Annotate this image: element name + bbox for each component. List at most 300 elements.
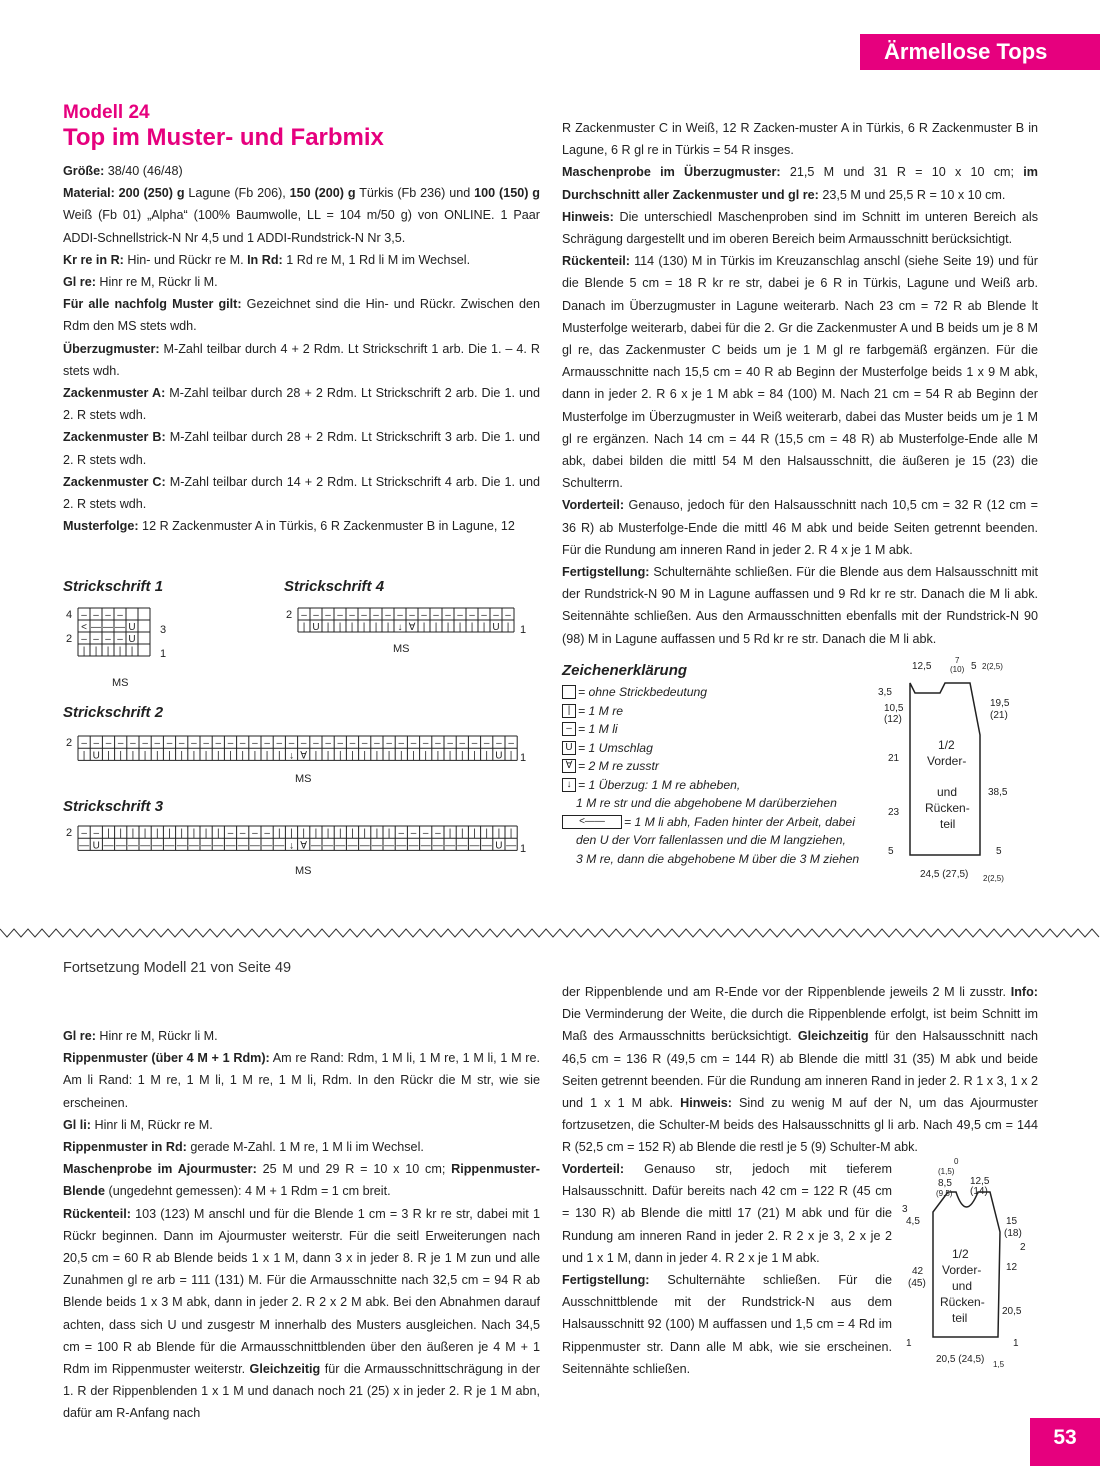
legend-item-yarnover: U = 1 Umschlag [562,739,859,758]
s2-label4: Rücken- [940,1295,985,1309]
s2-r6: 1 [1013,1338,1019,1349]
svg-text:|: | [473,750,476,762]
s1-l1: 3,5 [878,687,892,698]
svg-text:|: | [436,750,440,762]
svg-text:|: | [94,646,98,657]
svg-text:↓: ↓ [289,750,294,762]
svg-text:—: — [176,840,187,852]
s2-t3: (9,5) [936,1189,953,1198]
svg-text:—: — [213,840,224,852]
legend-item-k2tog: ∀ = 2 M re zusstr [562,757,859,776]
svg-text:–: – [300,738,307,750]
svg-text:–: – [433,610,439,621]
s1-top5: 2(2,5) [982,662,1003,671]
s2-t1: (1,5) [938,1167,955,1176]
svg-text:–: – [445,610,451,621]
svg-text:|: | [314,828,318,840]
svg-text:–: – [386,738,392,750]
s1-bottom: 24,5 (27,5) [920,869,969,880]
svg-text:|: | [131,750,135,762]
instruction-paragraph: Zackenmuster A: M-Zahl teilbar durch 28 + 2 Rdm. Lt Strickschrift 2 arb. Die 1. und 2. R stets wdh. [63,386,540,423]
svg-text:U: U [92,840,100,852]
svg-text:—: — [152,840,163,852]
svg-text:—: — [127,840,138,852]
s2-r4: 12 [1006,1262,1018,1273]
zigzag-divider [0,925,1100,941]
svg-text:MS: MS [393,643,410,655]
svg-text:|: | [460,750,464,762]
svg-text:–: – [142,738,148,750]
svg-text:—: — [335,840,346,852]
garment-schematic-1 [870,655,1030,890]
svg-text:∀: ∀ [300,840,308,852]
svg-text:–: – [325,738,331,750]
legend-item-skp-cont: 1 M re str und die abgehobene M darüberziehen [576,796,837,810]
skp-icon: ↓ [562,778,576,792]
svg-text:|: | [204,750,208,762]
s2-label5: teil [952,1311,968,1325]
svg-text:|: | [118,646,122,657]
svg-text:–: – [203,738,209,750]
svg-text:|: | [265,750,269,762]
s1-top3: (10) [950,665,965,674]
s2-t5: (14) [970,1186,988,1197]
svg-text:–: – [301,610,307,621]
svg-text:–: – [117,634,123,645]
svg-text:|: | [180,828,184,840]
svg-text:|: | [106,646,110,657]
s2-l4: (45) [908,1278,926,1289]
svg-text:U: U [128,622,136,633]
svg-text:–: – [505,610,511,621]
svg-text:–: – [105,634,111,645]
svg-text:|: | [290,828,293,840]
s1-r2: (21) [990,710,1008,721]
svg-text:—: — [249,840,260,852]
instruction-paragraph: Rückenteil: 103 (123) M anschl und für die Blende 1 cm = 3 R kr re str, dabei mit 1 Rückr beginnen. Dann im Ajourmuster weiterstr. Für die seitl Erweiterungen nach 20,5 cm = 60 R ab Blende beids 1 x 1 M, dann 3 x in jeder 8. R je 1 M zun und alle Zunahmen gl re arb = 111 (131) M. Für die Armausschnitte nach 32,5 cm = 94 R ab Blende beids 1 x 3 M abk, dann in jeder 2. R 2 x 2 M abk. Bei den Abnahmen darauf achten, dass sich U und zusgestr M innerhalb des Musters ausgleichen. Nach 34,5 cm = 100 R ab Blende für die Armausschnittblenden über den äußeren je 4 M + 1 Rdm im Rippenmuster weiterstr. Gleichzeitig für die Armausschnittschrägung in der 1. R der Rippenblenden 1 x 1 M und danach noch 21 (25) x in jeder 2. R je 1 M abn, dafür am R-Anfang nach [63,1206,540,1421]
svg-text:–: – [483,738,490,750]
svg-text:–: – [337,610,343,621]
svg-text:–: – [457,610,463,621]
instruction-paragraph: Rippenmuster (über 4 M + 1 Rdm): Am re Rand: Rdm, 1 M li, 1 M re, 1 M li, 1 M re. Am li Rand: 1 M re, 1 M li, 1 M re, 1 M li, Rdm. In den Rückr die M str, wie sie erscheinen. [63,1051,540,1110]
svg-text:|: | [387,750,391,762]
svg-text:–: – [410,738,417,750]
svg-text:|: | [155,750,159,762]
svg-text:—: — [469,840,480,852]
svg-text:|: | [350,622,354,633]
svg-text:–: – [252,828,258,840]
instruction-paragraph: Gl li: Hinr li M, Rückr re M. [63,1117,213,1132]
svg-text:MS: MS [295,773,312,785]
slip-arrow-icon: <—— [562,815,622,829]
svg-text:|: | [131,828,135,840]
legend-title: Zeichenerklärung [562,662,688,679]
chart-title-4: Strickschrift 4 [284,578,385,595]
s1-l4: 21 [888,753,900,764]
svg-text:3: 3 [160,624,167,636]
instruction-paragraph: Rückenteil: 114 (130) M in Türkis im Kreuzanschlag anschl (siehe Seite 19) und für die Blende 5 cm = 18 R kr re str, dabei je 6 R in Türkis, Lagune und Weiß arb. Danach im Überzugmuster in Lagune weiterarb. Nach 23 cm = 72 R ab Blende lt Musterfolge weiterarb, dabei für die 2. Gr die Zackenmuster A und B beids um je 8 M gl re, das Zackenmuster C beids um je 1 M gl re farbgemäß ergänzen. Für die Armausschnitte nach 15,5 cm = 40 R ab Beginn der Musterfolge beids 1 x 9 M abk, dann in jeder 2. R 6 x je 1 M abk = 84 (100) M. Nach 21 cm = 54 R ab Beginn der Musterfolge im Überzugmuster in Weiß weiterarb, dabei das Muster beids um je 1 M gl re ergänzen. Nach 14 cm = 44 R (15,5 cm = 48 R) ab Musterfolge-Ende alle M abk, dabei bilden die mittl 54 M den Halsausschnitt, die äußeren je 15 (23) die Schulterrn. [562,254,1038,491]
svg-text:—: — [115,840,126,852]
svg-text:–: – [493,610,499,621]
svg-text:–: – [422,738,429,750]
svg-text:|: | [387,828,391,840]
svg-text:U: U [128,634,136,645]
svg-text:–: – [288,738,295,750]
svg-text:|: | [473,828,476,840]
instruction-paragraph: der Rippenblende und am R-Ende vor der Rippenblende jeweils 2 M li zusstr. Info: Die Verminderung der Weite, die durch die Rippenblende erfolgt, ist beim Schnitt im Maß des Armausschnitts berücksichtigt. Gleichzeitig für den Halsausschnitt nach 46,5 cm = 136 R (49,5 cm = 144 R) ab Blende die mittl 31 (35) M abk und beide Seiten getrennt beenden. Für die Rundung am inneren Rand in jeder 2. R 1 x 3, 1 x 2 und 1 x 1 M abk. Hinweis: Sind zu wenig M auf der N, um das Ajourmuster fortzusetzen, die Schulter-M beids des Halsausschnitts gl li arb. Nach 49,5 cm = 144 R (52,5 cm = 152 R) ab Blende die restl je 5 (9) Schulter-M abk. [562,985,1039,1155]
svg-text:|: | [168,828,171,840]
instruction-paragraph: Zackenmuster B: M-Zahl teilbar durch 28 + 2 Rdm. Lt Strickschrift 3 arb. Die 1. und 2. R stets wdh. [63,430,540,467]
svg-text:|: | [375,828,379,840]
svg-text:–: – [374,738,380,750]
svg-text:U: U [312,622,320,633]
svg-text:|: | [302,828,306,840]
svg-text:|: | [143,750,147,762]
svg-text:|: | [130,646,134,657]
s2-r5: 20,5 [1002,1306,1022,1317]
svg-text:|: | [253,750,257,762]
svg-text:—: — [225,840,236,852]
knitting-charts [60,600,530,885]
svg-text:–: – [264,738,270,750]
svg-text:U: U [495,750,503,762]
svg-text:|: | [277,828,281,840]
svg-text:U: U [495,840,503,852]
s1-label1: 1/2 [938,738,955,752]
section-tag: Ärmellose Tops [860,34,1100,70]
svg-text:|: | [338,828,342,840]
svg-text:–: – [421,610,427,621]
svg-text:–: – [239,738,246,750]
svg-text:—: — [396,840,407,852]
svg-text:–: – [130,738,136,750]
svg-text:1: 1 [520,752,527,764]
chart-title-2: Strickschrift 2 [63,704,164,721]
instruction-paragraph: Maschenprobe im Ajourmuster: 25 M und 29 R = 10 x 10 cm; Rippenmuster-Blende (ungedehnt gemessen): 4 M + 1 Rdm = 1 cm breit. [63,1162,541,1199]
svg-text:|: | [374,622,378,633]
svg-text:|: | [155,828,159,840]
svg-text:|: | [180,750,184,762]
svg-text:–: – [361,738,368,750]
svg-text:—: — [408,840,419,852]
svg-text:–: – [105,738,112,750]
svg-text:–: – [81,634,87,645]
model-label: Modell 24 [63,102,150,123]
instruction-paragraph: Kr re in R: Hin- und Rückr re M. In Rd: 1 Rd re M, 1 Rd li M im Wechsel. [63,252,471,267]
svg-text:–: – [313,610,319,621]
svg-text:|: | [458,622,462,633]
s2-label3: und [952,1279,973,1293]
svg-text:|: | [497,828,501,840]
legend-item-knit: | = 1 M re [562,702,859,721]
svg-text:|: | [351,828,354,840]
s1-l3: (12) [884,714,902,725]
svg-text:–: – [459,738,466,750]
svg-text:–: – [435,738,441,750]
s1-bottom2: 2(2,5) [983,874,1004,883]
svg-text:–: – [349,610,355,621]
s2-l5: 1 [906,1338,912,1349]
svg-text:|: | [448,828,452,840]
svg-text:—: — [262,840,273,852]
svg-text:2: 2 [66,633,73,645]
s1-top2: 7 [955,656,960,665]
model-title: Top im Muster- und Farbmix [63,124,384,151]
legend-item-slip-cont1: den U der Vorr fallenlassen und die M langziehen, [576,833,846,847]
svg-text:–: – [227,828,234,840]
legend-item-skp: ↓ = 1 Überzug: 1 M re abheben, [562,776,859,795]
svg-text:–: – [410,828,417,840]
svg-text:–: – [398,828,405,840]
svg-text:—: — [481,840,492,852]
svg-text:–: – [117,610,123,621]
svg-text:–: – [397,610,403,621]
s1-r3: 38,5 [988,787,1008,798]
svg-text:↓: ↓ [289,840,294,852]
s1-label4: Rücken- [925,801,970,815]
svg-text:|: | [119,828,123,840]
svg-text:|: | [363,750,367,762]
svg-text:|: | [168,750,171,762]
svg-text:—: — [359,840,370,852]
svg-text:|: | [216,750,220,762]
svg-text:|: | [204,828,208,840]
svg-text:|: | [326,828,330,840]
svg-text:–: – [117,738,124,750]
svg-text:—: — [445,840,456,852]
svg-text:1: 1 [160,648,167,660]
s2-l2: 4,5 [906,1216,920,1227]
s2-bottom2: 1,5 [993,1360,1005,1369]
instruction-paragraph: Material: 200 (250) g Lagune (Fb 206), 150 (200) g Türkis (Fb 236) und 100 (150) g Weiß (Fb 01) „Alpha“ (100% Baumwolle, LL = 104 m/50 g) von ONLINE. 1 Paar ADDI-Schnellstrick-N Nr 4,5 und 1 ADDI-Rundstrick-N Nr 3,5. [63,186,540,245]
svg-text:–: – [337,738,344,750]
instruction-paragraph: Fertigstellung: Schulternähte schließen. Für die Ausschnittblende mit der Rundstrick-N aus dem Halsausschnitt 92 (100) M auffassen und 1,5 cm = 4 Rd im Rippenmuster str. Dann alle M abk, wie sie erscheinen. Seitennähte schließen. [562,1273,892,1376]
garment-schematic-2 [898,1152,1038,1377]
svg-text:|: | [326,750,330,762]
svg-text:1: 1 [520,624,527,636]
instructions-right-column [562,117,1038,650]
svg-text:1: 1 [520,843,527,855]
svg-text:–: – [409,610,415,621]
svg-text:|: | [506,622,510,633]
svg-text:—: — [323,840,334,852]
s2-label1: 1/2 [952,1247,969,1261]
svg-text:—: — [79,840,90,852]
page-number: 53 [1030,1418,1100,1466]
s1-r1: 19,5 [990,698,1010,709]
s1-label5: teil [940,817,956,831]
svg-text:—: — [506,840,517,852]
svg-text:–: – [178,738,185,750]
svg-text:—: — [164,840,175,852]
svg-text:|: | [446,622,450,633]
svg-text:|: | [241,750,245,762]
svg-text:|: | [363,828,367,840]
continuation-header: Fortsetzung Modell 21 von Seite 49 [63,960,292,976]
svg-text:–: – [191,738,197,750]
svg-text:|: | [82,646,86,657]
s1-top4: 5 [971,661,977,672]
svg-text:|: | [509,828,513,840]
svg-text:|: | [375,750,379,762]
svg-text:–: – [252,738,258,750]
svg-text:–: – [373,610,379,621]
svg-text:|: | [399,750,403,762]
svg-text:|: | [119,750,123,762]
svg-text:—: — [384,840,395,852]
svg-text:–: – [93,634,99,645]
svg-text:–: – [227,738,234,750]
svg-text:–: – [81,610,87,621]
svg-text:–: – [93,610,99,621]
svg-text:–: – [93,828,100,840]
svg-text:|: | [386,622,390,633]
svg-text:MS: MS [295,865,312,877]
continuation-right-column [562,981,1038,1159]
s1-r4: 5 [996,846,1002,857]
svg-text:|: | [107,750,110,762]
instruction-paragraph: Fertigstellung: Schulternähte schließen. Für die Blende aus dem Halsausschnitt mit der Rundstrick-N 90 M in Lagune auffassen und 9 Rd kr re str. Danach die M li abk. Seitennähte schließen. Aus den Armausschnitten ebenfalls mit der Rundstrick-N 90 (98) M in Lagune auffassen und 5 Rd kr re str. Danach die M li abk. [562,565,1038,646]
svg-text:—: — [188,840,199,852]
s2-t4: 12,5 [970,1176,990,1187]
svg-text:|: | [326,622,330,633]
instruction-paragraph: Gl re: Hinr re M, Rückr li M. [63,275,218,290]
svg-text:|: | [302,622,306,633]
svg-text:—: — [432,840,443,852]
svg-text:2: 2 [66,827,73,839]
empty-cell-icon [562,685,576,699]
legend-item-purl: – = 1 M li [562,720,859,739]
svg-text:|: | [434,622,438,633]
svg-text:–: – [508,738,514,750]
svg-text:–: – [481,610,487,621]
svg-text:U: U [492,622,500,633]
svg-text:–: – [325,610,331,621]
svg-text:–: – [166,738,173,750]
svg-text:–: – [447,738,453,750]
svg-text:—: — [347,840,358,852]
svg-text:–: – [81,738,87,750]
svg-text:–: – [215,738,222,750]
chart-title-3: Strickschrift 3 [63,798,164,815]
s2-r1: 15 [1006,1216,1018,1227]
svg-text:4: 4 [66,609,73,621]
instruction-paragraph: Rippenmuster in Rd: gerade M-Zahl. 1 M re, 1 M li im Wechsel. [63,1140,424,1155]
instruction-paragraph: Größe: 38/40 (46/48) [63,164,183,178]
s2-t0: 0 [954,1157,959,1166]
svg-text:—: — [91,622,101,633]
svg-text:|: | [82,750,86,762]
svg-text:|: | [107,828,110,840]
svg-text:|: | [338,750,342,762]
k2tog-icon: ∀ [562,759,576,773]
instruction-paragraph: R Zackenmuster C in Weiß, 12 R Zacken-muster A in Türkis, 6 R Zackenmuster B in Lagune, 6 R gl re in Türkis = 54 R insges. [562,121,1038,158]
svg-text:|: | [509,750,513,762]
svg-text:↓: ↓ [397,622,403,633]
svg-text:|: | [229,750,232,762]
legend-item-slip-cont2: 3 M re, dann die abgehobene M über die 3 M ziehen [576,851,860,866]
svg-text:–: – [469,610,475,621]
svg-text:|: | [192,750,196,762]
svg-text:|: | [143,828,147,840]
s1-label3: und [937,785,958,799]
svg-text:∀: ∀ [408,622,416,633]
svg-text:|: | [277,750,281,762]
svg-text:–: – [154,738,161,750]
yarnover-icon: U [562,741,576,755]
svg-text:–: – [398,738,405,750]
svg-text:|: | [338,622,342,633]
legend-item-slip: <—— = 1 M li abh, Faden hinter der Arbeit, dabei [562,813,859,832]
svg-text:U: U [92,750,100,762]
s2-l1: 3 [902,1204,908,1215]
svg-text:–: – [276,738,283,750]
purl-icon: – [562,722,576,736]
instruction-paragraph: Musterfolge: 12 R Zackenmuster A in Türkis, 6 R Zackenmuster B in Lagune, 12 [63,519,515,534]
s1-l6: 5 [888,846,894,857]
s2-r2: (18) [1004,1228,1022,1239]
instructions-left-column [63,160,540,537]
instruction-paragraph: Gl re: Hinr re M, Rückr li M. [63,1029,218,1043]
svg-text:–: – [496,738,502,750]
svg-text:<: < [81,622,87,633]
s1-top: 12,5 [912,661,932,672]
svg-text:—: — [115,622,125,633]
svg-text:–: – [471,738,478,750]
svg-text:|: | [216,828,220,840]
continuation-right-narrow [562,1158,892,1380]
svg-text:|: | [362,622,366,633]
instruction-paragraph: Vorderteil: Genauso, jedoch für den Halsausschnitt nach 10,5 cm = 32 R (12 cm = 36 R) ab Musterfolge-Ende die mittl 46 M abk und beide Seiten getrennt beenden. Für die Rundung am inneren Rand in jeder 2. R 4 x je 1 M abk. [562,498,1038,557]
s2-label2: Vorder- [942,1263,982,1277]
svg-text:–: – [385,610,391,621]
svg-text:–: – [93,738,100,750]
s1-label2: Vorder- [927,754,967,768]
svg-text:|: | [482,622,486,633]
svg-text:2: 2 [66,737,73,749]
svg-text:–: – [422,828,429,840]
svg-text:–: – [435,828,441,840]
svg-text:–: – [313,738,319,750]
svg-text:|: | [314,750,318,762]
svg-text:—: — [237,840,248,852]
svg-text:|: | [460,828,464,840]
svg-text:MS: MS [112,677,129,689]
instruction-paragraph: Für alle nachfolg Muster gilt: Gezeichnet sind die Hin- und Rückr. Zwischen den Rdm den MS stets wdh. [63,297,540,334]
svg-text:|: | [470,622,474,633]
s2-l3: 42 [912,1266,924,1277]
knit-icon: | [562,704,576,718]
svg-text:|: | [422,622,426,633]
legend-item-empty: = ohne Strickbedeutung [562,683,859,702]
svg-text:—: — [103,622,113,633]
svg-text:—: — [201,840,212,852]
svg-text:–: – [361,610,367,621]
svg-text:–: – [349,738,356,750]
svg-text:—: — [457,840,468,852]
instruction-paragraph: Maschenprobe im Überzugmuster: 21,5 M und 31 R = 10 x 10 cm; im Durchschnitt aller Zackenmuster und gl re: 23,5 M und 25,5 R = 10 x 10 cm. [562,165,1038,202]
svg-text:–: – [264,828,270,840]
instruction-paragraph: Hinweis: Die unterschiedl Maschenproben sind im Schnitt im unteren Bereich als Schrägung dargestellt und im oberen Bereich beim Armausschnitt berücksichtigt. [562,209,1038,247]
svg-text:|: | [448,750,452,762]
legend [562,662,859,868]
svg-text:—: — [310,840,321,852]
svg-text:|: | [192,828,196,840]
instruction-paragraph: Überzugmuster: M-Zahl teilbar durch 4 + 2 Rdm. Lt Strickschrift 1 arb. Die 1. – 4. R stets wdh. [63,341,540,378]
svg-text:|: | [412,750,415,762]
s1-l5: 23 [888,807,900,818]
instruction-paragraph: Vorderteil: Genauso str, jedoch mit tieferem Halsausschnitt. Dafür bereits nach 42 cm = 122 R (45 cm = 130 R) ab Blende die mittl 17 (21) M abk und für die Rundung am inneren Rand in jeder 2. R 2 x je 3, 2 x je 2 und 1 x 1 M, dann in jeder 4. R 2 x je 1 M abk. [562,1162,892,1265]
